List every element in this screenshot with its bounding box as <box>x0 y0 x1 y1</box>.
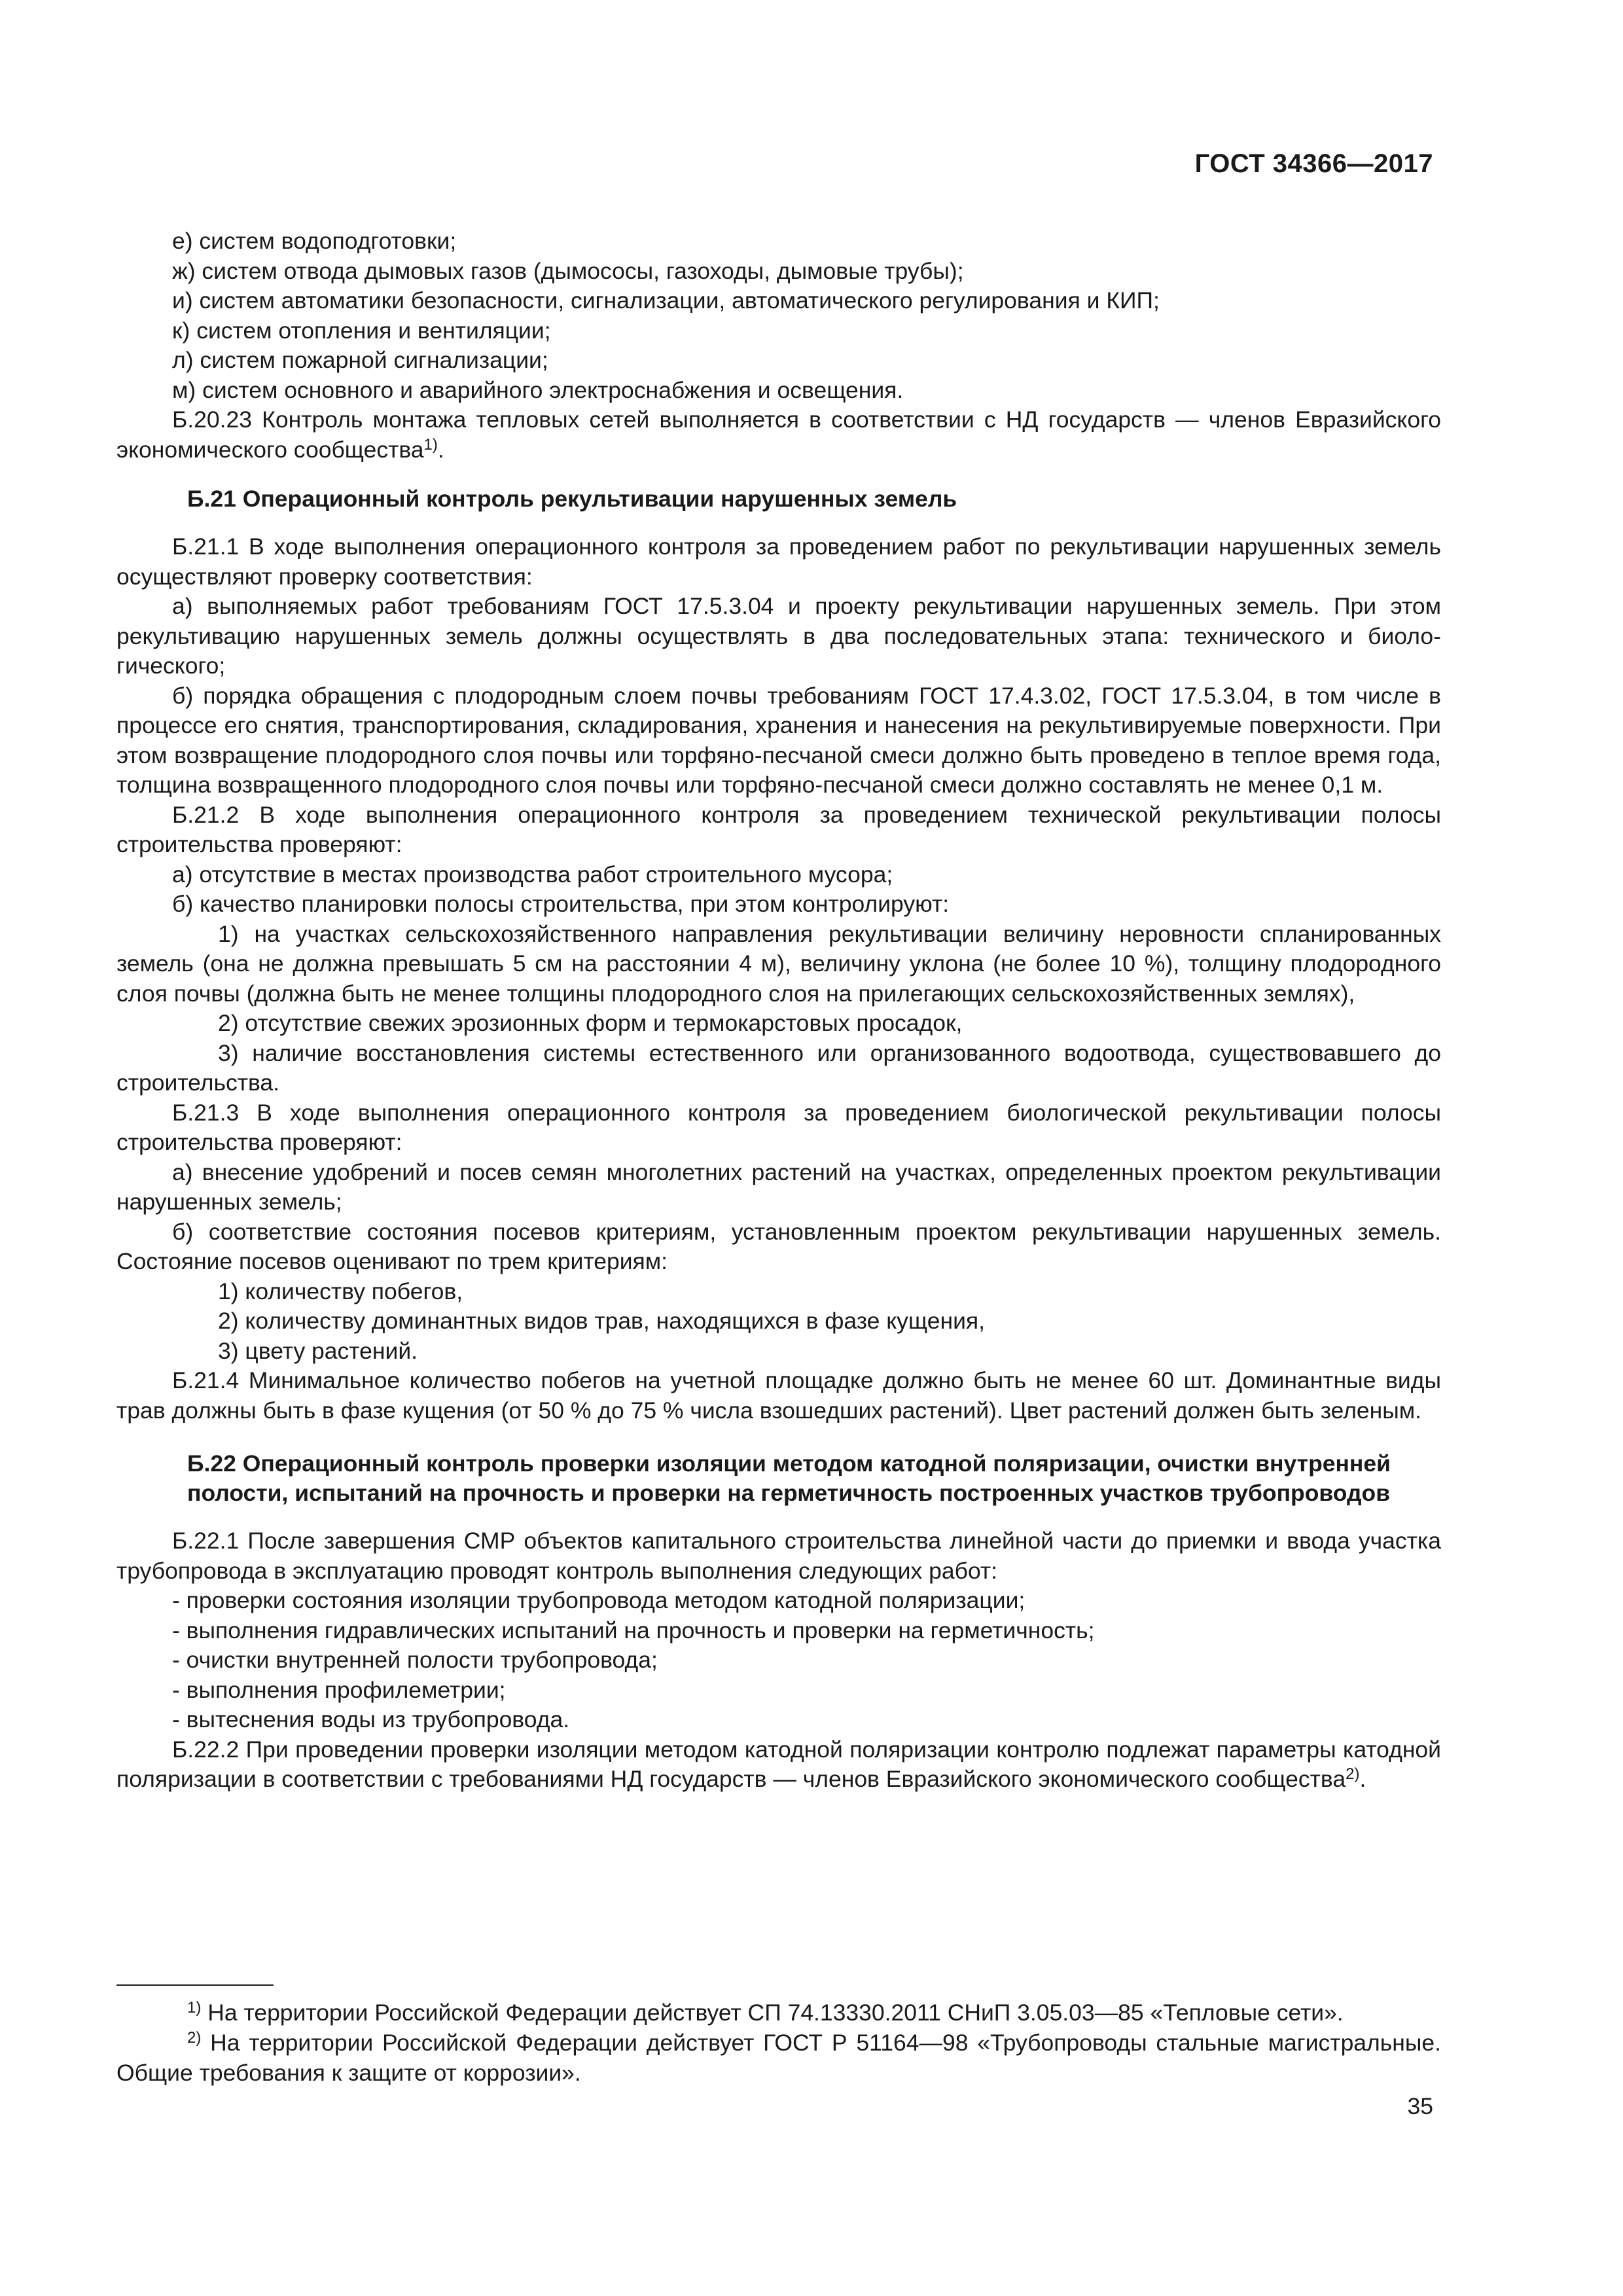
list-item: б) качество планировки полосы строительства, при этом контролируют: <box>172 891 950 917</box>
clause-b20-23 <box>116 405 1441 465</box>
clause-text: Б.22.2 При проведении проверки изоляции методом катодной поляризации контролю подлежат параметры катодной поляризации в соответствии с требованиями НД государств — членов Евразийского экономического сообщества <box>116 1736 1441 1792</box>
list-item: а) отсутствие в местах производства работ строительного мусора; <box>172 861 893 888</box>
dash-list-item: - проверки состояния изоляции трубопровода методом катодной поляризации; <box>172 1587 1026 1613</box>
dash-list-item: - очистки внутренней полости трубопровода; <box>172 1647 658 1673</box>
clause-b21-2: Б.21.2 В ходе выполнения операционного контроля за проведением технической рекультивации полосы строительства проверяют: <box>116 801 1441 857</box>
footnote-mark: 1) <box>187 1999 202 2017</box>
list-item: а) внесение удобрений и посев семян многолетних растений на участках, определенных проектом рекультивации нарушенных земель; <box>116 1158 1441 1215</box>
page-content <box>116 226 1441 1795</box>
list-item: и) систем автоматики безопасности, сигнализации, автоматического регулирования и КИП; <box>172 287 1160 314</box>
section-heading-b22: Б.22 Операционный контроль проверки изоляции методом катодной поляризации, очистки внутренней полости, испытаний на прочность и проверки на герметичность построенных участков трубопроводов <box>187 1450 1391 1506</box>
clause-b22-1: Б.22.1 После завершения СМР объектов капитального строительства линейной части до приемки и ввода участка трубопровода в эксплуатацию проводят контроль выполнения следующих работ: <box>116 1528 1441 1584</box>
standard-designation: ГОСТ 34366—2017 <box>1194 149 1433 178</box>
clause-b21-4: Б.21.4 Минимальное количество побегов на учетной площадке должно быть не менее 60 шт. Доминантные виды трав должны быть в фазе кущения (от 50 % до 75 % числа взошедших растений). Цвет растений должен быть зеленым. <box>116 1367 1441 1424</box>
sub-list-item: 3) наличие восстановления системы естественного или организованного водоотвода, существовавшего до строительства. <box>116 1039 1441 1096</box>
sub-list-item: 2) отсутствие свежих эрозионных форм и термокарстовых просадок, <box>218 1010 963 1036</box>
footnote-separator <box>116 1984 274 1986</box>
list-item: е) систем водоподготовки; <box>172 228 457 254</box>
footnote-text: На территории Российской Федерации действует СП 74.13330.2011 СНиП 3.05.03—85 «Тепловые сети». <box>207 2000 1344 2026</box>
footnote-ref-2: 2) <box>1346 1765 1360 1783</box>
list-item: б) соответствие состояния посевов критериям, установленным проектом рекультивации нарушенных земель. Состояние посевов оценивают по трем критериям: <box>116 1218 1441 1274</box>
footnote-ref-1: 1) <box>423 435 438 454</box>
sub-list-item: 1) на участках сельскохозяйственного направления рекультивации величину неровности спланированных земель (она не должна превышать 5 см на расстоянии 4 м), величину уклона (не более 10 %), толщину плодородного слоя почвы (должна быть не менее толщины плодородного слоя на прилегающих сельскохозяйственных землях), <box>116 920 1441 1007</box>
footnotes <box>116 1998 1441 2088</box>
sub-list-item: 1) количеству побегов, <box>218 1278 463 1304</box>
dash-list-item: - выполнения гидравлических испытаний на прочность и проверки на герметичность; <box>172 1617 1095 1643</box>
footnote-text: На территории Российской Федерации действует ГОСТ Р 51164—98 «Трубопроводы стальные магистральные. Общие требования к защите от коррозии». <box>116 2030 1441 2086</box>
list-item: м) систем основного и аварийного электроснабжения и освещения. <box>172 376 904 403</box>
footnote-1 <box>116 1998 1441 2028</box>
footnote-2 <box>116 2028 1441 2088</box>
list-item: к) систем отопления и вентиляции; <box>172 317 551 344</box>
clause-b21-3: Б.21.3 В ходе выполнения операционного контроля за проведением биологической рекультивации полосы строительства проверяют: <box>116 1099 1441 1155</box>
dash-list-item: - вытеснения воды из трубопровода. <box>172 1706 570 1732</box>
page-number: 35 <box>1407 2093 1433 2119</box>
dash-list-item: - выполнения профилеметрии; <box>172 1676 506 1703</box>
list-item: а) выполняемых работ требованиям ГОСТ 17.5.3.04 и проекту рекультивации нарушенных земель. При этом рекультивацию нарушенных земель должны осуществлять в два последовательных этапа: технического и биологического; <box>116 593 1441 679</box>
clause-text: Б.20.23 Контроль монтажа тепловых сетей выполняется в соответствии с НД государств — членов Евразийского экономического сообщества <box>116 406 1441 463</box>
sub-list-item: 2) количеству доминантных видов трав, находящихся в фазе кущения, <box>218 1308 985 1334</box>
clause-b22-2 <box>116 1735 1441 1795</box>
section-heading-b21: Б.21 Операционный контроль рекультивации нарушенных земель <box>187 486 957 512</box>
sub-list-item: 3) цвету растений. <box>218 1337 418 1364</box>
footnote-mark: 2) <box>187 2029 202 2047</box>
clause-text-end: . <box>1359 1766 1366 1792</box>
clause-b21-1: Б.21.1 В ходе выполнения операционного контроля за проведением работ по рекультивации нарушенных земель осуществляют проверку соответствия: <box>116 533 1441 590</box>
list-item: ж) систем отвода дымовых газов (дымососы, газоходы, дымовые трубы); <box>172 257 964 284</box>
list-item: л) систем пожарной сигнализации; <box>172 347 548 373</box>
list-item: б) порядка обращения с плодородным слоем почвы требованиям ГОСТ 17.4.3.02, ГОСТ 17.5.3.04, в том числе в процессе его снятия, транспортирования, складирования, хранения и нанесения на рекультивируемые поверхности. При этом возвращение плодородного слоя почвы или торфяно-песчаной смеси должно быть проведено в теплое время года, толщина возвращенного плодородного слоя почвы или торфяно-песчаной смеси должно составлять не менее 0,1 м. <box>116 682 1441 798</box>
clause-text-end: . <box>437 436 444 463</box>
